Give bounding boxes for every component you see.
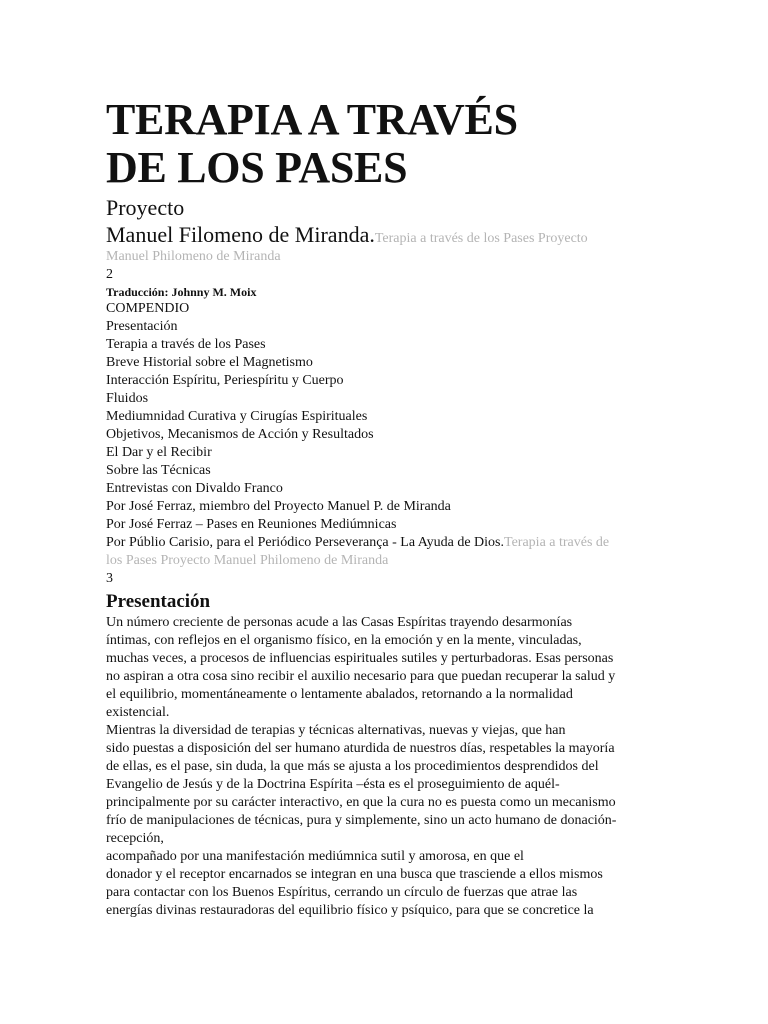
presentation-paragraph — [106, 614, 658, 920]
paragraph-line: donador y el receptor encarnados se integran en una busca que trasciende a ellos mismos — [106, 867, 603, 882]
paragraph-line: sido puestas a disposición del ser humano aturdida de nuestros días, respetables la mayoría — [106, 741, 615, 756]
toc-item: Entrevistas con Divaldo Franco — [106, 481, 283, 496]
paragraph-line: el equilibrio, momentáneamente o lentamente abalados, retornando a la normalidad — [106, 687, 573, 702]
running-header-b-part2: los Pases Proyecto Manuel Philomeno de Miranda — [106, 553, 389, 568]
toc-item-last — [106, 534, 658, 552]
section-heading-presentacion: Presentación — [106, 591, 211, 612]
subtitle: Proyecto — [106, 195, 185, 220]
title-line-1: TERAPIA A TRAVÉS — [106, 95, 518, 144]
paragraph-line: energías divinas restauradoras del equilibrio físico y psíquico, para que se concretice la — [106, 903, 594, 918]
paragraph-line: principalmente por su carácter interactivo, en que la cura no es puesta como un mecanismo — [106, 795, 616, 810]
toc-item: Objetivos, Mecanismos de Acción y Resultados — [106, 427, 374, 442]
toc-item: Por José Ferraz – Pases en Reuniones Mediúmnicas — [106, 517, 397, 532]
paragraph-line: Evangelio de Jesús y de la Doctrina Espírita –ésta es el proseguimiento de aquél- — [106, 777, 560, 792]
toc-list — [106, 318, 658, 570]
toc-item: El Dar y el Recibir — [106, 445, 212, 460]
translation-credit: Traducción: Johnny M. Moix — [106, 285, 257, 299]
toc-item: Mediumnidad Curativa y Cirugías Espirituales — [106, 409, 368, 424]
paragraph-line: frío de manipulaciones de técnicas, pura y simplemente, sino un acto humano de donación- — [106, 813, 617, 828]
toc-item: Breve Historial sobre el Magnetismo — [106, 355, 313, 370]
running-header-a-part2: Manuel Philomeno de Miranda — [106, 249, 281, 264]
toc-item: Presentación — [106, 319, 178, 334]
paragraph-line: existencial. — [106, 705, 170, 720]
paragraph-line: Mientras la diversidad de terapias y técnicas alternativas, nuevas y viejas, que han — [106, 723, 566, 738]
author-line — [106, 222, 658, 248]
paragraph-line: Un número creciente de personas acude a las Casas Espíritas trayendo desarmonías — [106, 615, 573, 630]
paragraph-line: acompañado por una manifestación mediúmnica sutil y amorosa, en que el — [106, 849, 524, 864]
paragraph-line: de ellas, es el pase, sin duda, la que más se ajusta a los procedimientos desprendidos del — [106, 759, 599, 774]
page-number-3: 3 — [106, 571, 113, 586]
page-number-2: 2 — [106, 267, 113, 282]
title-line-2: DE LOS PASES — [106, 143, 408, 192]
toc-last-item-text: Por Públio Carisio, para el Periódico Perseverança - La Ayuda de Dios. — [106, 535, 505, 550]
paragraph-line: íntimas, con reflejos en el organismo físico, en la emoción y en la mente, vinculadas, — [106, 633, 582, 648]
toc-heading: COMPENDIO — [106, 301, 190, 316]
paragraph-line: muchas veces, a procesos de influencias espirituales sutiles y perturbadoras. Esas personas — [106, 651, 614, 666]
paragraph-line: para contactar con los Buenos Espíritus, cerrando un círculo de fuerzas que atrae las — [106, 885, 578, 900]
running-header-a-part1: Terapia a través de los Pases Proyecto — [374, 231, 588, 246]
author-name: Manuel Filomeno de Miranda. — [106, 222, 375, 247]
toc-item: Sobre las Técnicas — [106, 463, 211, 478]
document-title — [106, 96, 658, 192]
running-header-b-part1: Terapia a través de — [504, 535, 610, 550]
paragraph-line: recepción, — [106, 831, 164, 846]
paragraph-line: no aspiran a otra cosa sino recibir el auxilio necesario para que puedan recuperar la salud y — [106, 669, 616, 684]
toc-item: Interacción Espíritu, Periespíritu y Cuerpo — [106, 373, 344, 388]
toc-item: Terapia a través de los Pases — [106, 337, 266, 352]
toc-item: Fluidos — [106, 391, 149, 406]
toc-item: Por José Ferraz, miembro del Proyecto Manuel P. de Miranda — [106, 499, 451, 514]
document-content — [106, 96, 658, 920]
